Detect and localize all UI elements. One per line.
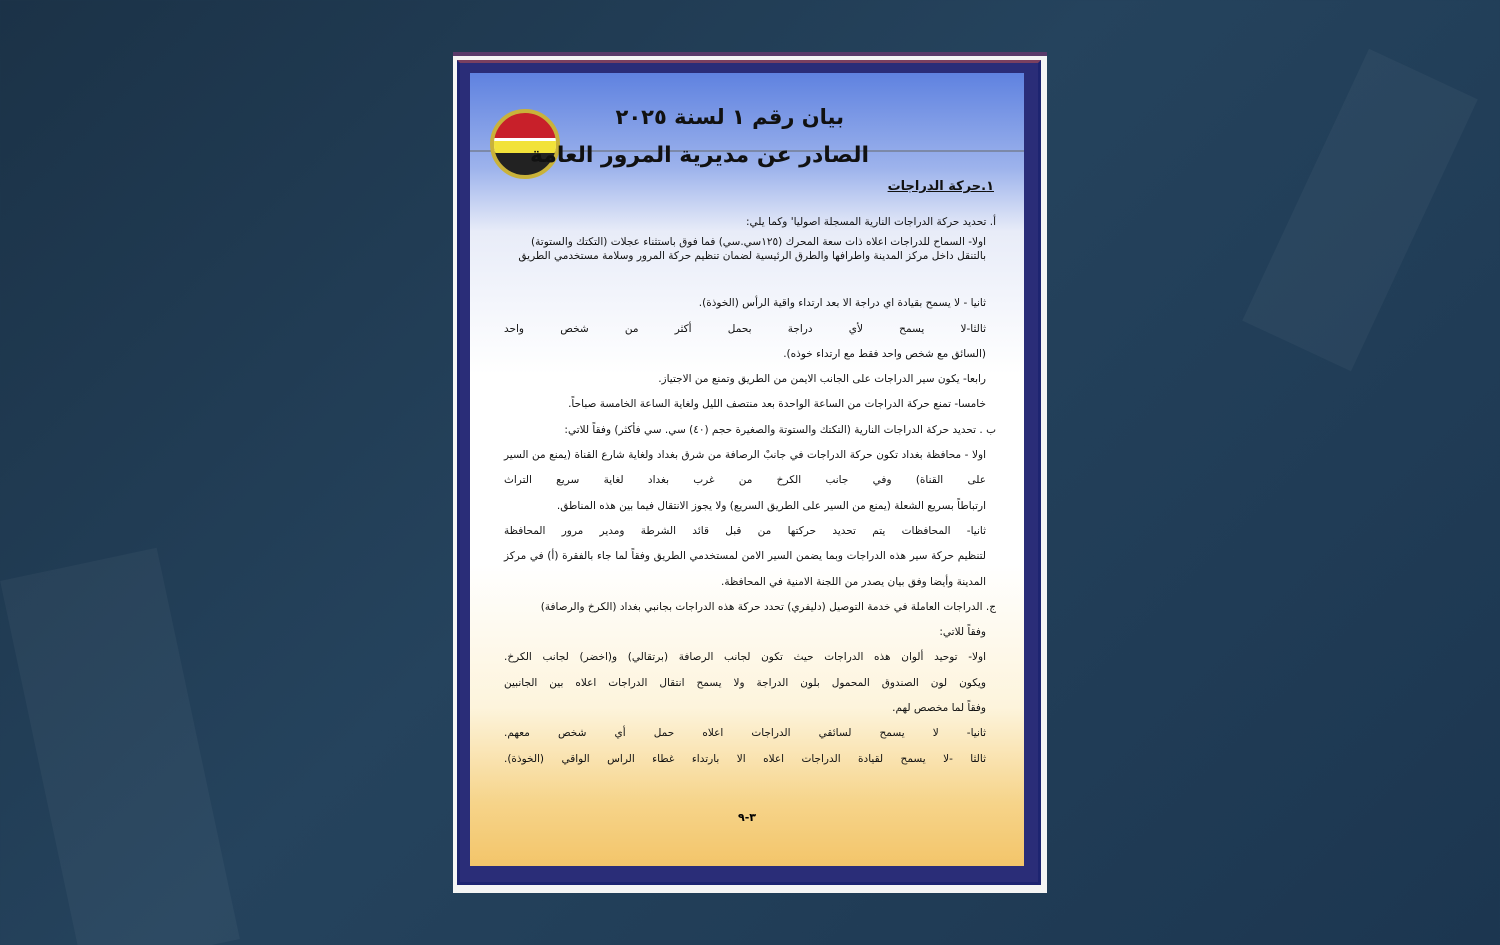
- text-line: خامسا- تمنع حركة الدراجات من الساعة الواحدة بعد منتصف الليل ولغاية الساعة الخامسة صباحاً.: [568, 398, 986, 411]
- document-body: [504, 179, 996, 772]
- text-line: اولا- السماح للدراجات اعلاه ذات سعة المحرك (١٢٥سي.سي) فما فوق باستثناء عجلات (التكتك والستوتة): [531, 236, 986, 249]
- document-image: [453, 52, 1047, 893]
- background-shape: [0, 548, 240, 945]
- text-line: المدينة وأيضا وفق بيان يصدر من اللجنة الامنية في المحافظة.: [721, 575, 986, 588]
- text-line: اولا- توحيد ألوان هذه الدراجات حيث تكون لجانب الرصافة (برتقالي) و(اخضر) لجانب الكرخ.: [504, 651, 986, 664]
- text-line: اولا - محافظة بغداد تكون حركة الدراجات في جانبْ الرصافة من شرق بغداد ولغاية شارع القناة (يمنع من السير: [504, 449, 986, 462]
- text-line: ثانيا- المحافظات يتم تحديد حركتها من قبل قائد الشرطة ومدير مرور المحافظة: [504, 524, 986, 537]
- text-line: ج. الدراجات العاملة في خدمة التوصيل (دليفري) تحدد حركة هذه الدراجات بجانبي بغداد (الكرخ والرصافة): [540, 600, 996, 613]
- text-line: ثانيا- لا يسمح لسائقي الدراجات اعلاه حمل أي شخص معهم.: [504, 727, 986, 740]
- text-line: ثالثا-لا يسمح لأي دراجة بحمل أكثر من شخص واحد: [504, 322, 986, 335]
- text-line: (السائق مع شخص واحد فقط مع ارتداء خوذه).: [783, 347, 986, 360]
- text-line: لتنظيم حركة سير هذه الدراجات وبما يضمن السير الامن لمستخدمي الطريق وفقاً لما جاء بالفقرة (أ) في مركز: [504, 550, 986, 563]
- text-line: ثانيا - لا يسمح بقيادة اي دراجة الا بعد ارتداء واقية الرأس (الخوذة).: [698, 297, 986, 310]
- text-line: رابعا- يكون سير الدراجات على الجانب الايمن من الطريق وتمنع من الاجتياز.: [658, 373, 986, 386]
- text-line: على القناة) وفي جانب الكرخ من غرب بغداد لغاية سريع التراث: [504, 474, 986, 487]
- text-line: وفقاً لما مخصص لهم.: [892, 702, 986, 715]
- text-line: ثالثا -لا يسمح لقيادة الدراجات اعلاه الا بارتداء غطاء الراس الواقي (الخوذة).: [504, 752, 986, 765]
- document-title: بيان رقم ١ لسنة ٢٠٢٥: [615, 105, 844, 129]
- text-line: ويكون لون الصندوق المحمول بلون الدراجة ولا يسمح انتقال الدراجات اعلاه بين الجانبين: [504, 676, 986, 689]
- text-line: ب . تحديد حركة الدراجات النارية (التكتك والستوتة والصغيرة حجم (٤٠) سي. سي فأكثر) وفقاً للاتي:: [564, 423, 996, 436]
- section-heading: ١.حركة الدراجات: [887, 179, 994, 194]
- text-line: وفقاً للاتي:: [939, 626, 986, 639]
- document-frame: [457, 60, 1041, 885]
- page-number: ٣-٩: [737, 811, 756, 824]
- text-line: أ. تحديد حركة الدراجات النارية المسجلة اصوليا' وكما يلي:: [746, 216, 996, 228]
- document-page: [470, 73, 1024, 866]
- background-shape: [1242, 49, 1478, 372]
- text-line: بالتنقل داخل مركز المدينة واطرافها والطرق الرئيسية لضمان تنظيم حركة المرور وسلامة مستخدمي الطريق: [518, 250, 986, 263]
- text-line: ارتباطاً بسريع الشعلة (يمنع من السير على الطريق السريع) ولا يجوز الانتقال فيما بين هذه المناطق.: [556, 499, 986, 512]
- document-subtitle: الصادر عن مديرية المرور العامة: [529, 143, 869, 168]
